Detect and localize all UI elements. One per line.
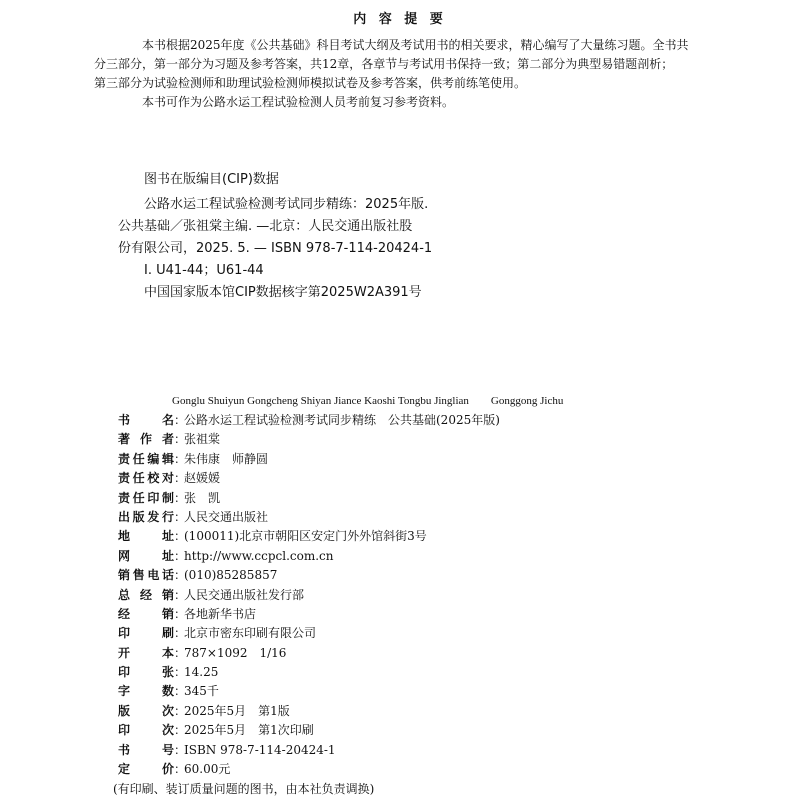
info-label xyxy=(118,527,174,546)
info-label-char: 号 xyxy=(161,742,174,757)
info-label-char: 制 xyxy=(161,490,174,505)
info-label-char: 售 xyxy=(132,568,145,583)
info-label xyxy=(118,450,174,469)
info-colon: ： xyxy=(174,471,187,486)
info-value: 787×1092 1/16 xyxy=(184,645,287,660)
info-label xyxy=(118,760,174,779)
info-label xyxy=(118,430,174,449)
info-value: 张祖棠 xyxy=(184,432,221,447)
info-label-char: 址 xyxy=(161,529,174,544)
info-value: 人民交通出版社 xyxy=(184,509,269,524)
info-row xyxy=(118,547,718,566)
info-label-char: 数 xyxy=(161,684,174,699)
info-value: 60.00元 xyxy=(184,762,231,777)
info-label-char: 地 xyxy=(118,529,131,544)
info-colon: ： xyxy=(174,606,187,621)
summary-text xyxy=(94,36,698,112)
info-label xyxy=(118,721,174,740)
info-value: 2025年5月 第1版 xyxy=(184,703,290,718)
info-label-char: 任 xyxy=(132,490,145,505)
info-colon: ： xyxy=(174,432,187,447)
info-label-char: 印 xyxy=(147,490,160,505)
info-label-char: 总 xyxy=(118,587,131,602)
info-row xyxy=(118,624,718,643)
info-label-char: 对 xyxy=(161,471,174,486)
info-colon: ： xyxy=(174,684,187,699)
info-label-char: 话 xyxy=(161,568,174,583)
info-label xyxy=(118,741,174,760)
info-value: 345千 xyxy=(184,684,219,699)
info-label-char: 网 xyxy=(118,548,131,563)
info-label-char: 张 xyxy=(161,665,174,680)
info-row xyxy=(118,644,718,663)
info-label-char: 次 xyxy=(161,703,174,718)
info-value: 朱伟康 师静圆 xyxy=(184,451,269,466)
info-label-char: 名 xyxy=(161,413,174,427)
info-colon: ： xyxy=(174,645,187,660)
cip-title: 图书在版编目(CIP)数据 xyxy=(144,172,279,187)
info-label-char: 编 xyxy=(147,451,160,466)
info-label xyxy=(118,508,174,527)
info-label-char: 版 xyxy=(132,509,145,524)
info-label-char: 开 xyxy=(118,645,131,660)
info-row xyxy=(118,450,718,469)
info-colon: ： xyxy=(174,587,187,602)
summary-paragraph-1 xyxy=(94,36,698,93)
info-label xyxy=(118,489,174,508)
info-colon: ： xyxy=(174,723,187,738)
info-row xyxy=(118,663,718,682)
info-value: 赵媛媛 xyxy=(184,471,221,486)
info-label xyxy=(118,682,174,701)
info-value: 张 凯 xyxy=(184,490,221,505)
info-colon: ： xyxy=(174,490,187,505)
cip-block xyxy=(118,194,718,304)
info-label-char: 发 xyxy=(147,509,160,524)
info-colon: ： xyxy=(174,509,187,524)
summary-title: 内 容 提 要 xyxy=(353,12,447,27)
info-label xyxy=(118,586,174,605)
info-colon: ： xyxy=(174,762,187,777)
info-label xyxy=(118,624,174,643)
info-colon: ： xyxy=(174,451,187,466)
cip-line: 中国国家版本馆CIP数据核字第2025W2A391号 xyxy=(144,285,422,300)
info-label xyxy=(118,469,174,488)
info-value: http://www.ccpcl.com.cn xyxy=(184,548,334,563)
info-label-char: 者 xyxy=(161,432,174,447)
info-label-char: 销 xyxy=(118,568,131,583)
info-row xyxy=(118,605,718,624)
info-value: 人民交通出版社发行部 xyxy=(184,587,305,602)
publication-info xyxy=(118,411,718,779)
pinyin-title: Gonglu Shuiyun Gongcheng Shiyan Jiance Kaoshi Tongbu Jinglian Gonggong Jichu xyxy=(172,395,564,407)
info-row xyxy=(118,741,718,760)
info-label-char: 任 xyxy=(132,451,145,466)
summary-line-3: 第三部分为试验检测师和助理试验检测师模拟试卷及参考答案，供考前练笔使用。 xyxy=(94,76,527,90)
info-label-char: 印 xyxy=(118,626,131,641)
info-label-char: 印 xyxy=(118,665,131,680)
info-colon: ： xyxy=(174,626,187,641)
info-label xyxy=(118,411,174,430)
info-row xyxy=(118,586,718,605)
info-label xyxy=(118,605,174,624)
info-row xyxy=(118,721,718,740)
info-label-char: 本 xyxy=(161,645,174,660)
info-row xyxy=(118,430,718,449)
info-label-char: 经 xyxy=(139,587,152,602)
footnote: (有印刷、装订质量问题的图书，由本社负责调换) xyxy=(113,782,375,796)
summary-paragraph-2: 本书可作为公路水运工程试验检测人员考前复习参考资料。 xyxy=(142,95,455,109)
info-label-char: 责 xyxy=(118,490,131,505)
info-value: 北京市密东印刷有限公司 xyxy=(184,626,317,641)
info-label-char: 出 xyxy=(118,509,131,524)
cip-line: 公共基础／张祖棠主编. —北京：人民交通出版社股 xyxy=(118,219,413,234)
info-colon: ： xyxy=(174,665,187,680)
info-colon: ： xyxy=(174,413,187,427)
info-value: 公路水运工程试验检测考试同步精练 公共基础(2025年版) xyxy=(184,413,500,427)
info-label-char: 销 xyxy=(161,587,174,602)
info-label-char: 电 xyxy=(147,568,160,583)
info-row xyxy=(118,469,718,488)
info-label-char: 责 xyxy=(118,471,131,486)
summary-line-1: 本书根据2025年度《公共基础》科目考试大纲及考试用书的相关要求，精心编写了大量练习题。全书共 xyxy=(142,38,689,52)
info-label-char: 定 xyxy=(118,762,131,777)
info-label xyxy=(118,566,174,585)
info-label-char: 字 xyxy=(118,684,131,699)
info-label-char: 辑 xyxy=(161,451,174,466)
info-row xyxy=(118,566,718,585)
info-label-char: 经 xyxy=(118,606,131,621)
cip-line: 公路水运工程试验检测考试同步精练：2025年版. xyxy=(144,197,429,212)
info-row xyxy=(118,508,718,527)
info-label-char: 销 xyxy=(161,606,174,621)
cip-line: 份有限公司，2025. 5. — ISBN 978-7-114-20424-1 xyxy=(118,241,433,256)
info-label-char: 著 xyxy=(118,432,131,447)
info-label-char: 责 xyxy=(118,451,131,466)
info-colon: ： xyxy=(174,568,187,583)
cip-line: Ⅰ. U41-44；U61-44 xyxy=(144,263,264,278)
info-label xyxy=(118,702,174,721)
info-label-char: 校 xyxy=(147,471,160,486)
info-label-char: 行 xyxy=(161,509,174,524)
info-colon: ： xyxy=(174,742,187,757)
info-colon: ： xyxy=(174,703,187,718)
info-value: (100011)北京市朝阳区安定门外外馆斜街3号 xyxy=(184,529,427,544)
info-value: 2025年5月 第1次印刷 xyxy=(184,723,314,738)
info-label-char: 印 xyxy=(118,723,131,738)
info-row xyxy=(118,682,718,701)
info-colon: ： xyxy=(174,548,187,563)
info-value: ISBN 978-7-114-20424-1 xyxy=(184,742,336,757)
info-colon: ： xyxy=(174,529,187,544)
info-label-char: 次 xyxy=(161,723,174,738)
info-value: 各地新华书店 xyxy=(184,606,257,621)
info-label xyxy=(118,644,174,663)
info-row xyxy=(118,527,718,546)
info-value: 14.25 xyxy=(184,665,219,680)
info-label-char: 址 xyxy=(161,548,174,563)
info-label xyxy=(118,663,174,682)
summary-line-2: 分三部分，第一部分为习题及参考答案，共12章，各章节与考试用书保持一致；第二部分为典型易错题剖析； xyxy=(94,57,674,71)
info-label-char: 价 xyxy=(161,762,174,777)
info-label xyxy=(118,547,174,566)
info-label-char: 书 xyxy=(118,413,131,427)
info-row xyxy=(118,702,718,721)
info-label-char: 刷 xyxy=(161,626,174,641)
info-row xyxy=(118,411,718,430)
info-label-char: 任 xyxy=(132,471,145,486)
info-label-char: 版 xyxy=(118,703,131,718)
info-label-char: 书 xyxy=(118,742,131,757)
info-row xyxy=(118,760,718,779)
info-label-char: 作 xyxy=(139,432,152,447)
info-value: (010)85285857 xyxy=(184,568,278,583)
info-row xyxy=(118,489,718,508)
